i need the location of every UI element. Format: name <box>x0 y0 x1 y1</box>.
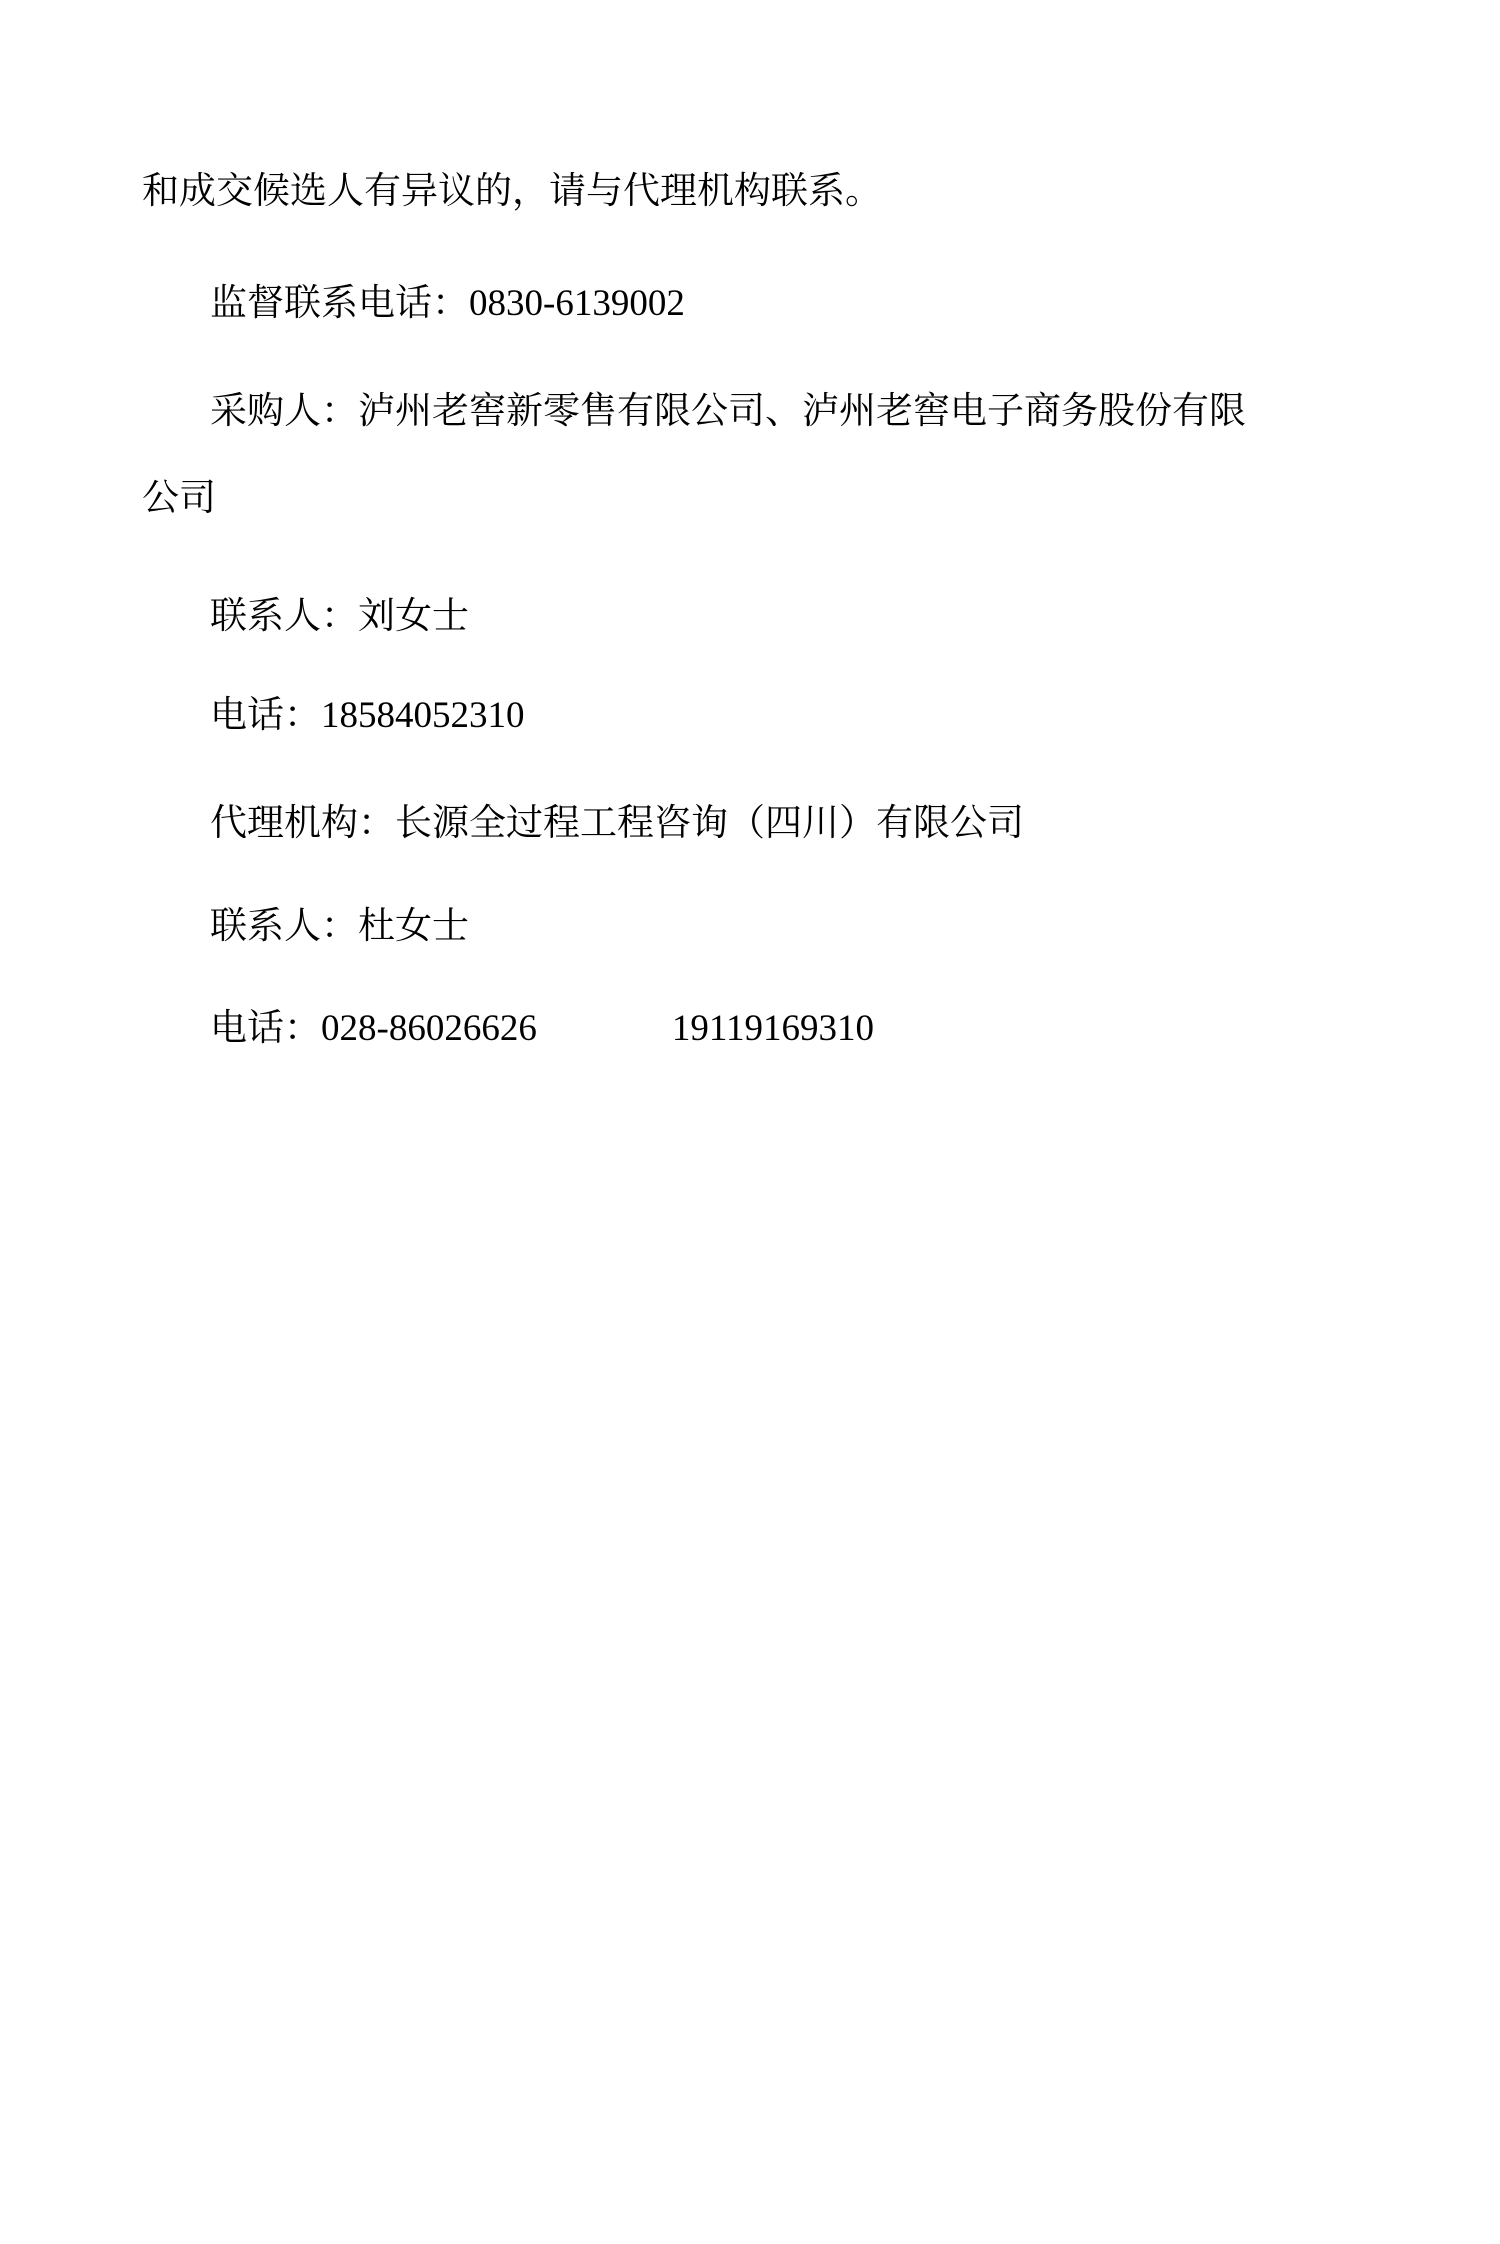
supervision-phone-line: 监督联系电话：0830-6139002 <box>210 283 685 324</box>
phone-1: 电话：18584052310 <box>210 695 525 736</box>
continuation-sentence: 和成交候选人有异议的，请与代理机构联系。 <box>142 171 882 212</box>
phone-2: 电话：028-86026626 <box>210 1008 537 1049</box>
contact-person-2: 联系人：杜女士 <box>210 906 469 947</box>
purchaser-line-2: 公司 <box>142 478 216 519</box>
purchaser-line-1: 采购人：泸州老窖新零售有限公司、泸州老窖电子商务股份有限 <box>210 391 1246 432</box>
phone-2-line <box>210 1007 874 1051</box>
phone-2-alt: 19119169310 <box>671 1008 874 1049</box>
contact-person-1: 联系人：刘女士 <box>210 596 469 637</box>
agency-line: 代理机构：长源全过程工程咨询（四川）有限公司 <box>210 803 1024 844</box>
